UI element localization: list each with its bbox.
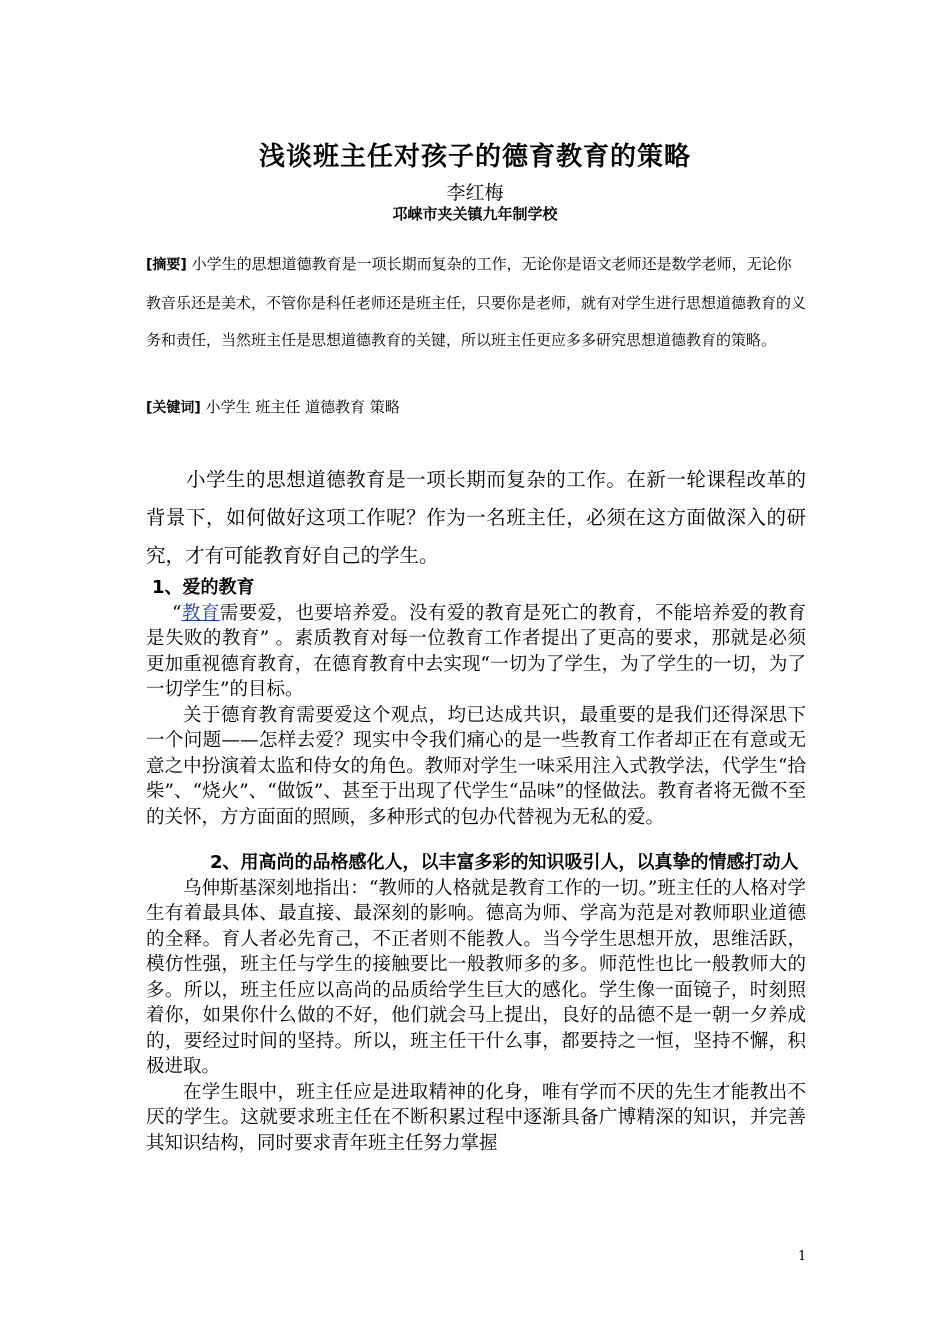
keywords-block [146,395,806,420]
section-1-heading: 1、爱的教育 [152,577,255,598]
keywords-text: 小学生 班主任 道德教育 策略 [205,398,400,416]
author-name: 李红梅 [446,182,504,204]
open-quote: “ [172,602,182,624]
abstract-text: 小学生的思想道德教育是一项长期而复杂的工作，无论你是语文老师还是数学老师，无论你教音乐还是美术，不管你是科任老师还是班主任，只要你是老师，就有对学生进行思想道德教育的义务和责任，当然班主任是思想道德教育的关键，所以班主任更应多多研究思想道德教育的策略。 [146,255,807,349]
school-name: 邛崃市夹关镇九年制学校 [392,205,558,223]
intro-paragraph: 小学生的思想道德教育是一项长期而复杂的工作。在新一轮课程改革的背景下，如何做好这项工作呢？作为一名班主任，必须在这方面做深入的研究，才有可能教育好自己的学生。 [146,468,806,567]
page-number: 1 [798,1249,807,1264]
document-title: 浅谈班主任对孩子的德育教育的策略 [258,142,691,172]
section-1-paragraph-2: 关于德育教育需要爱这个观点，均已达成共识，最重要的是我们还得深思下一个问题——怎样去爱？现实中令我们痛心的是一些教育工作者却正在有意或无意之中扮演着太监和侍女的角色。教师对学生一味采用注入式教学法，代学生“拾柴”、“烧火”、“做饭”、甚至于出现了代学生“品味”的怪做法。教育者将无微不至的关怀，方方面面的照顾，多种形式的包办代替视为无私的爱。 [146,704,806,828]
education-link[interactable]: 教育 [181,602,220,624]
section-2-heading: 2、用高尚的品格感化人，以丰富多彩的知识吸引人，以真挚的情感打动人 [210,852,799,873]
keywords-tag: [关键词] [146,400,201,416]
section-1 [146,575,806,830]
section-1-paragraph-1-text: 需要爱，也要培养爱。没有爱的教育是死亡的教育，不能培养爱的教育是失败的教育” 。素质教育对每一位教育工作者提出了更高的要求，那就是必须更加重视德育教育，在德育教育中去实现“一切为了学生，为了学生的一切，为了一切学生”的目标。 [146,602,806,700]
section-2-paragraph-2: 在学生眼中，班主任应是进取精神的化身，唯有学而不厌的先生才能教出不厌的学生。这就要求班主任在不断积累过程中逐渐具备广博精深的知识，并完善其知识结构，同时要求青年班主任努力掌握 [146,1081,806,1154]
section-1-paragraph-1 [146,601,806,703]
abstract-tag: [摘要] [146,257,187,273]
section-2 [146,850,806,1156]
section-2-paragraph-1: 乌伸斯基深刻地指出：“教师的人格就是教育工作的一切。”班主任的人格对学生有着最具体、最直接、最深刻的影响。德高为师、学高为范是对教师职业道德的全释。育人者必先育己，不正者则不能教人。当今学生思想开放，思维活跃，模仿性强，班主任与学生的接触要比一般教师多的多。师范性也比一般教师大的多。所以，班主任应以高尚的品质给学生巨大的感化。学生像一面镜子，时刻照着你，如果你什么做的不好，他们就会马上提出，良好的品德不是一朝一夕养成的，要经过时间的坚持。所以，班主任干什么事，都要持之一恒，坚持不懈，积极进取。 [146,877,806,1077]
abstract-block [146,246,806,360]
